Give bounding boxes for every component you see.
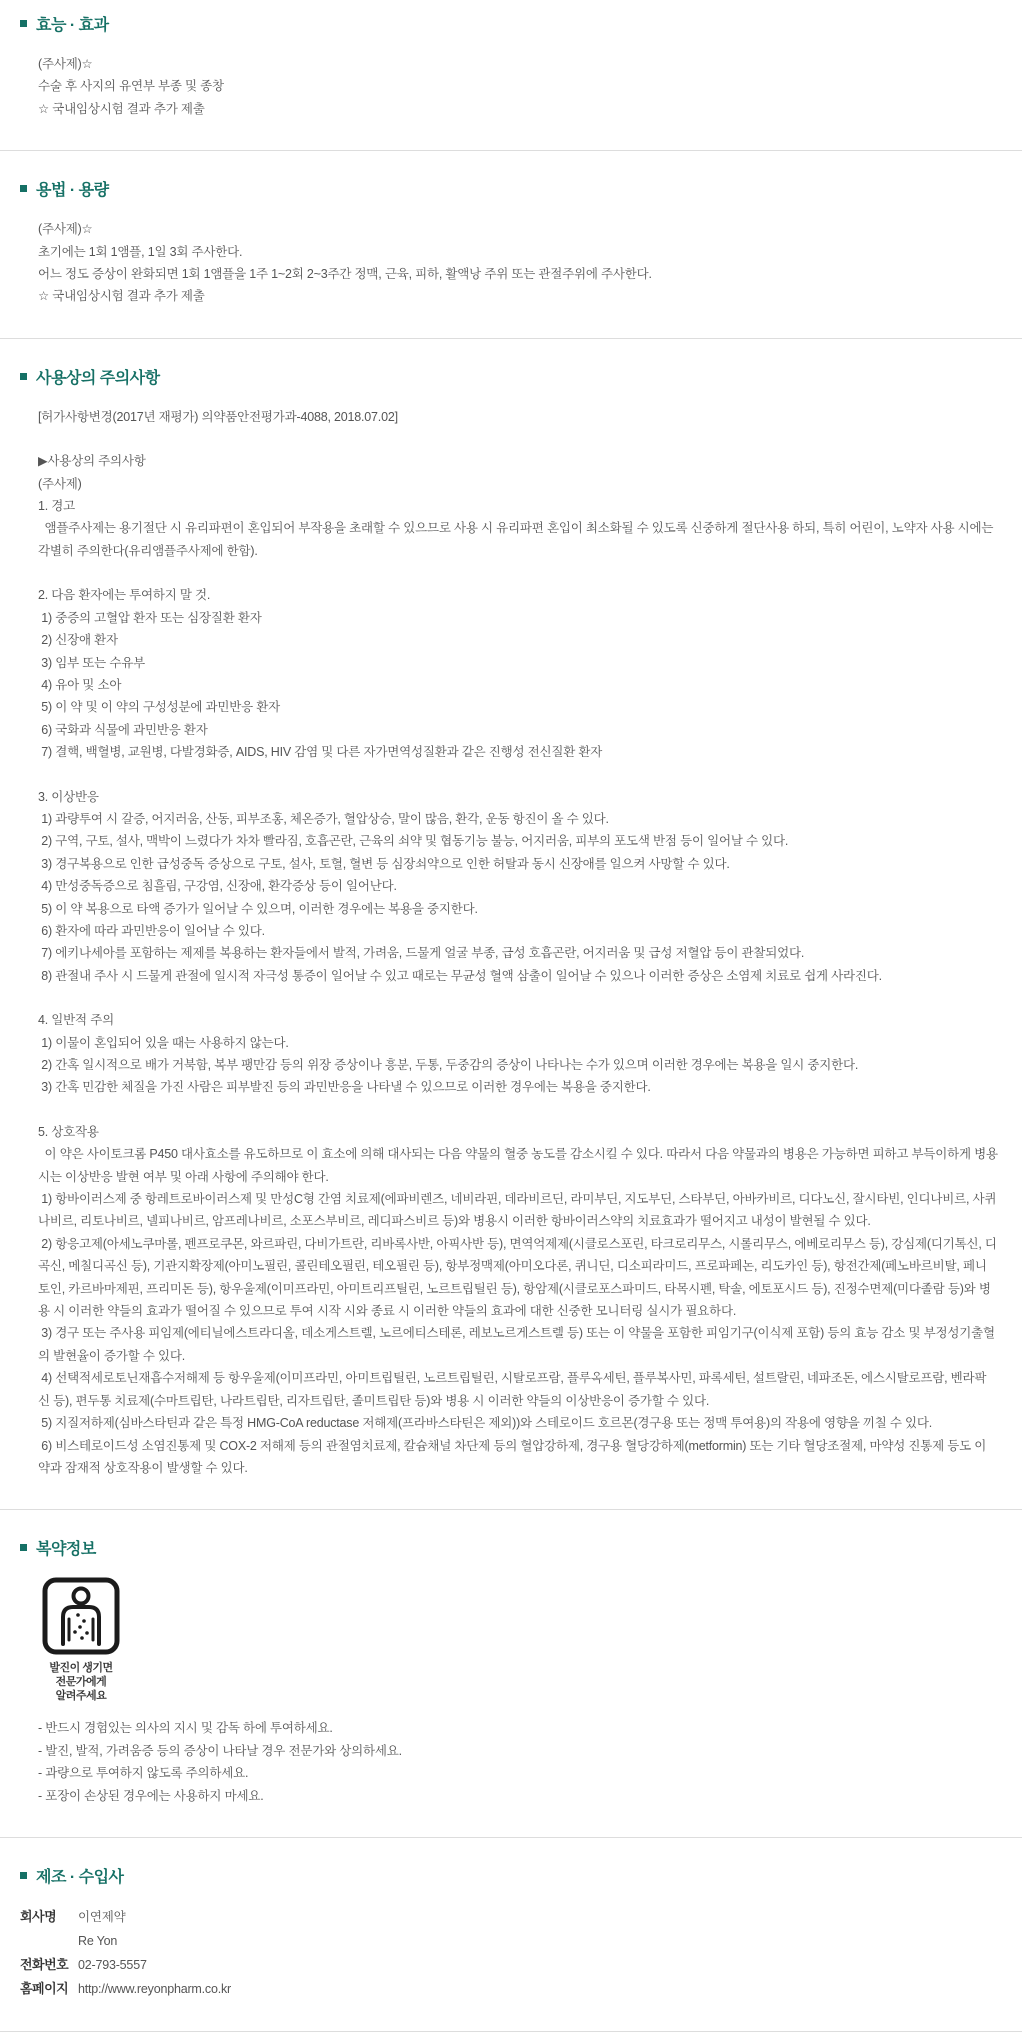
section-header bbox=[20, 365, 998, 388]
rash-person-icon bbox=[42, 1577, 120, 1655]
info-value: Re Yon bbox=[78, 1933, 118, 1948]
text-line: 3) 경구복용으로 인한 급성중독 증상으로 구토, 설사, 토혈, 혈변 등 심장쇠약으로 인한 허탈과 동시 신장애를 일으켜 사망할 수 있다. bbox=[38, 856, 730, 871]
text-line: 2. 다음 환자에는 투여하지 말 것. bbox=[38, 588, 211, 603]
text-line: 앰플주사제는 용기절단 시 유리파편이 혼입되어 부작용을 초래할 수 있으므로 사용 시 유리파편 혼입이 최소화될 수 있도록 신중하게 절단사용 하되, 특히 어린이, 노약자 사용 시에는 각별히 주의한다(유리앰플주사제에 한함). bbox=[38, 521, 997, 558]
info-label: 전화번호 bbox=[20, 1956, 69, 1972]
text-line: ☆ 국내임상시험 결과 추가 제출 bbox=[38, 101, 205, 116]
text-line: 5. 상호작용 bbox=[38, 1124, 99, 1139]
text-line: - 반드시 경험있는 의사의 지시 및 감독 하에 투여하세요. bbox=[38, 1721, 333, 1736]
blank-line bbox=[38, 987, 998, 1009]
text-line: (주사제) bbox=[38, 476, 82, 491]
text-line: 어느 정도 증상이 완화되면 1회 1앰플을 1주 1~2회 2~3주간 정맥, 근육, 피하, 활액낭 주위 또는 관절주위에 주사한다. bbox=[38, 267, 652, 282]
text-line: 6) 국화과 식물에 과민반응 환자 bbox=[38, 722, 208, 737]
section-title: 제조 · 수입사 bbox=[36, 1868, 124, 1886]
text-line: 2) 신장애 환자 bbox=[38, 633, 118, 648]
text-line: (주사제)☆ bbox=[38, 222, 93, 237]
text-line: 1) 중증의 고혈압 환자 또는 심장질환 환자 bbox=[38, 610, 262, 625]
section-header bbox=[20, 1536, 998, 1559]
text-line: 1) 항바이러스제 중 항레트로바이러스제 및 만성C형 간염 치료제(에파비렌즈, 네비라핀, 데라비르딘, 라미부딘, 지도부딘, 스타부딘, 아바카비르, 디다노신, 잘시타빈, 인디나비르, 사퀴나비르, 리토나비르, 넬피나비르, 암프레나비르, 소포스부비르, 레디파스비르 등)와 병용시 이러한 항바이러스약의 치료효과가 떨어지고 내성이 발현될 수 있다. bbox=[38, 1192, 997, 1229]
info-row-홈페이지 bbox=[20, 1977, 998, 2001]
text-line: 5) 이 약 및 이 약의 구성성분에 과민반응 환자 bbox=[38, 700, 281, 715]
text-line: 6) 환자에 따라 과민반응이 일어날 수 있다. bbox=[38, 923, 265, 938]
pictogram-caption-line: 전문가에게 bbox=[55, 1676, 107, 1689]
pictogram-block bbox=[38, 1577, 124, 1703]
text-line: ☆ 국내임상시험 결과 추가 제출 bbox=[38, 289, 205, 304]
text-line: 5) 지질저하제(심바스타틴과 같은 특정 HMG-CoA reductase 저해제(프라바스타틴은 제외))와 스테로이드 호르몬(경구용 또는 정맥 투여용)의 작용에 영향을 끼칠 수 있다. bbox=[38, 1416, 933, 1431]
text-line: 1) 과량투여 시 갈증, 어지러움, 산동, 피부조홍, 체온증가, 혈압상승, 말이 많음, 환각, 운동 항진이 올 수 있다. bbox=[38, 811, 609, 826]
text-line: 2) 구역, 구토, 설사, 맥박이 느렸다가 차차 빨라짐, 호흡곤란, 근육의 쇠약 및 협동기능 불능, 어지러움, 피부의 포도색 반점 등이 일어날 수 있다. bbox=[38, 834, 789, 849]
section-header bbox=[20, 1864, 998, 1887]
homepage-link[interactable]: http://www.reyonpharm.co.kr bbox=[78, 1981, 231, 1996]
text-line: 4) 선택적세로토닌재흡수저해제 등 항우울제(이미프라민, 아미트립틸린, 노르트립틸린, 시탈로프람, 플루옥세틴, 플루복사민, 파록세틴, 설트랄린, 네파조돈, 에스시탈로프람, 벤라팍신 등), 편두통 치료제(수마트립탄, 나라트립탄, 리자트립탄, 졸미트립탄 등)와 병용 시 이러한 약들의 이상반응이 증가할 수 있다. bbox=[38, 1371, 987, 1408]
text-line: 3. 이상반응 bbox=[38, 789, 99, 804]
blank-line bbox=[38, 562, 998, 584]
info-row-전화번호 bbox=[20, 1953, 998, 1977]
text-line: 이 약은 사이토크롬 P450 대사효소를 유도하므로 이 효소에 의해 대사되는 다음 약물의 혈중 농도를 감소시킬 수 있다. 따라서 다음 약물과의 병용은 가능하면 피하고 부득이하게 병용 시는 이상반응 발현 여부 및 아래 사항에 주의해야 한다. bbox=[38, 1147, 1002, 1184]
text-line: 1. 경고 bbox=[38, 499, 76, 514]
info-row-회사명 bbox=[20, 1905, 998, 1953]
section-manufacturer bbox=[0, 1838, 1022, 2031]
info-label: 회사명 bbox=[20, 1908, 57, 1924]
text-line: (주사제)☆ bbox=[38, 57, 93, 71]
text-line: - 포장이 손상된 경우에는 사용하지 마세요. bbox=[38, 1788, 264, 1803]
info-value: 02-793-5557 bbox=[78, 1957, 147, 1972]
text-line: ▶사용상의 주의사항 bbox=[38, 454, 146, 469]
section-precautions bbox=[0, 339, 1022, 1509]
text-line: 4. 일반적 주의 bbox=[38, 1013, 114, 1028]
section-efficacy bbox=[0, 0, 1022, 150]
section-title: 효능 · 효과 bbox=[36, 17, 109, 34]
section-title: 복약정보 bbox=[36, 1541, 96, 1559]
square-bullet-icon bbox=[20, 185, 27, 192]
section-medication-guide bbox=[0, 1510, 1022, 1837]
pictogram-caption-line: 발진이 생기면 bbox=[49, 1662, 113, 1675]
section-header bbox=[20, 12, 998, 35]
section-body bbox=[20, 406, 1002, 1479]
text-line: 1) 이물이 혼입되어 있을 때는 사용하지 않는다. bbox=[38, 1035, 289, 1050]
text-line: 8) 관절내 주사 시 드물게 관절에 일시적 자극성 통증이 일어날 수 있고 때로는 무균성 혈액 삼출이 일어날 수 있으나 이러한 증상은 소염제 치료로 쉽게 사라진다. bbox=[38, 968, 882, 983]
section-dosage bbox=[0, 151, 1022, 338]
text-line: 4) 만성중독증으로 침흘림, 구강염, 신장애, 환각증상 등이 일어난다. bbox=[38, 879, 397, 894]
square-bullet-icon bbox=[20, 373, 27, 380]
text-line: 3) 간혹 민감한 체질을 가진 사람은 피부발진 등의 과민반응을 나타낼 수 있으므로 이러한 경우에는 복용을 중지한다. bbox=[38, 1080, 651, 1095]
info-values bbox=[78, 1905, 998, 1953]
text-line: 2) 간혹 일시적으로 배가 거북함, 복부 팽만감 등의 위장 증상이나 흥분, 두통, 두중감의 증상이 나타나는 수가 있으며 이러한 경우에는 복용을 일시 중지한다. bbox=[38, 1058, 859, 1072]
info-values bbox=[78, 1953, 998, 1977]
text-line: 초기에는 1회 1앰플, 1일 3회 주사한다. bbox=[38, 244, 243, 259]
text-line: 6) 비스테로이드성 소염진통제 및 COX-2 저해제 등의 관절염치료제, 칼슘채널 차단제 등의 혈압강하제, 경구용 혈당강하제(metformin) 또는 기타 혈당조절제, 마약성 진통제 등도 이 약과 잠재적 상호작용이 발생할 수 있다. bbox=[38, 1438, 990, 1475]
text-line: [허가사항변경(2017년 재평가) 의약품안전평가과-4088, 2018.07.02] bbox=[38, 409, 398, 424]
section-header bbox=[20, 177, 998, 200]
info-value: 이연제약 bbox=[78, 1909, 126, 1924]
info-values bbox=[78, 1977, 998, 2001]
text-line: - 과량으로 투여하지 않도록 주의하세요. bbox=[38, 1766, 249, 1781]
blank-line bbox=[38, 428, 998, 450]
section-body bbox=[20, 218, 998, 308]
blank-line bbox=[38, 764, 998, 786]
text-line: 3) 임부 또는 수유부 bbox=[38, 655, 145, 670]
text-line: 4) 유아 및 소아 bbox=[38, 677, 122, 692]
text-line: 5) 이 약 복용으로 타액 증가가 일어날 수 있으며, 이러한 경우에는 복용을 중지한다. bbox=[38, 901, 478, 916]
pictogram-caption-line: 알려주세요 bbox=[55, 1690, 107, 1703]
text-line: 7) 에키나세아를 포함하는 제제를 복용하는 환자들에서 발적, 가려움, 드물게 얼굴 부종, 급성 호흡곤란, 어지러움 및 급성 저혈압 등이 관찰되었다. bbox=[38, 946, 805, 961]
text-line: 7) 결핵, 백혈병, 교원병, 다발경화증, AIDS, HIV 감염 및 다른 자가면역성질환과 같은 진행성 전신질환 환자 bbox=[38, 745, 603, 760]
blank-line bbox=[38, 1099, 998, 1121]
text-line: - 발진, 발적, 가려움증 등의 증상이 나타날 경우 전문가와 상의하세요. bbox=[38, 1743, 402, 1758]
square-bullet-icon bbox=[20, 1544, 27, 1551]
section-title: 사용상의 주의사항 bbox=[36, 369, 160, 387]
text-line: 수술 후 사지의 유연부 부종 및 종창 bbox=[38, 79, 224, 94]
text-line: 2) 항응고제(아세노쿠마롤, 펜프로쿠몬, 와르파린, 다비가트란, 리바록사반, 아픽사반 등), 면역억제제(시클로스포린, 타크로리무스, 시롤리무스, 에베로리무스 등), 강심제(디기톡신, 디곡신, 메칠디곡신 등), 기관지확장제(아미노필린, 콜린테오필린, 테오필린 등), 항부정맥제(아미오다론, 퀴니딘, 디소피라미드, 프로파페논, 리도카인 등), 항전간제(페노바르비탈, 페니토인, 카르바마제핀, 프리미돈 등), 항우울제(이미프라민, 아미트리프틸린, 노르트립틸린 등), 항암제(시클로포스파미드, 타목시펜, 탁솔, 에토포시드 등), 진정수면제(미다졸람 등)와 병용 시 이러한 약들의 효과가 떨어질 수 있으므로 투여 시작 시와 종료 시 이러한 약들의 효과에 대한 신중한 모니터링 실시가 필요하다. bbox=[38, 1236, 997, 1319]
text-line: 3) 경구 또는 주사용 피임제(에티닐에스트라디올, 데소게스트렐, 노르에티스테론, 레보노르게스트렐 등) 또는 이 약물을 포함한 피임기구(이식제 포함) 등의 효능 감소 및 부정성기출혈의 발현율이 증가할 수 있다. bbox=[38, 1326, 995, 1363]
section-body bbox=[20, 53, 998, 120]
square-bullet-icon bbox=[20, 20, 27, 27]
info-label: 홈페이지 bbox=[20, 1980, 69, 1996]
section-title: 용법 · 용량 bbox=[36, 182, 109, 200]
section-body bbox=[20, 1577, 998, 1807]
square-bullet-icon bbox=[20, 1872, 27, 1879]
